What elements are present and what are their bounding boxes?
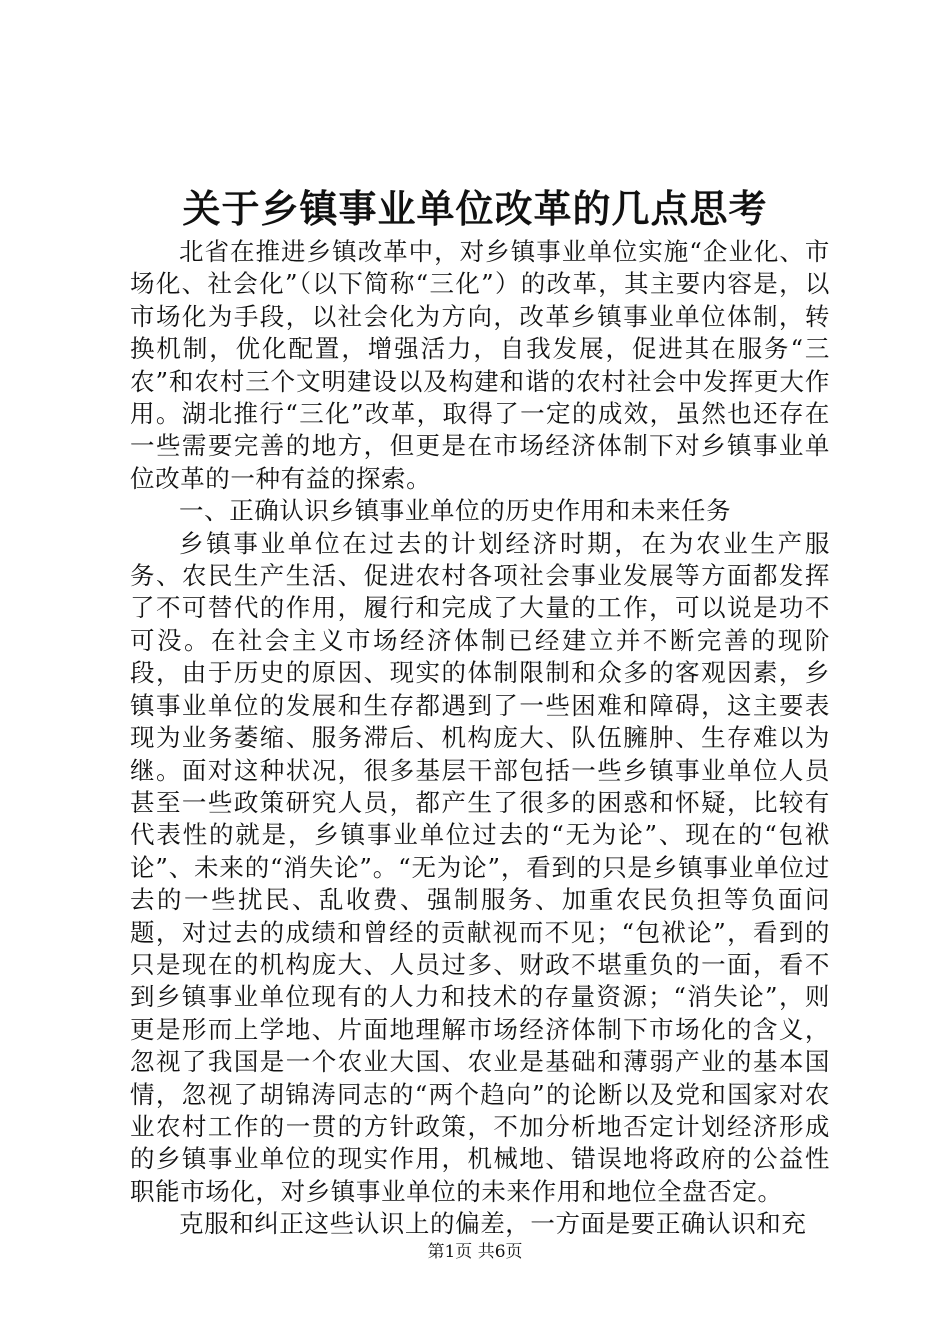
paragraph-intro: 北省在推进乡镇改革中，对乡镇事业单位实施“企业化、市场化、社会化”（以下简称“三化”）的改革，其主要内容是，以市场化为手段，以社会化为方向，改革乡镇事业单位体制，转换机制，优化配置，增强活力，自我发展，促进其在服务“三农”和农村三个文明建设以及构建和谐的农村社会中发挥更大作用。湖北推行“三化”改革，取得了一定的成效，虽然也还存在一些需要完善的地方，但更是在市场经济体制下对乡镇事业单位改革的一种有益的探索。 bbox=[130, 237, 830, 493]
document-title: 关于乡镇事业单位改革的几点思考 bbox=[182, 186, 768, 231]
document-body bbox=[130, 236, 830, 1241]
paragraph-continued: 克服和纠正这些认识上的偏差，一方面是要正确认识和充 bbox=[179, 1209, 807, 1239]
paragraph-section-one: 乡镇事业单位在过去的计划经济时期，在为农业生产服务、农民生产生活、促进农村各项社会事业发展等方面都发挥了不可替代的作用，履行和完成了大量的工作，可以说是功不可没。在社会主义市场经济体制已经建立并不断完善的现阶段，由于历史的原因、现实的体制限制和众多的客观因素，乡镇事业单位的发展和生存都遇到了一些困难和障碍，这主要表现为业务萎缩、服务滞后、机构庞大、队伍臃肿、生存难以为继。面对这种状况，很多基层干部包括一些乡镇事业单位人员甚至一些政策研究人员，都产生了很多的困惑和怀疑，比较有代表性的就是，乡镇事业单位过去的“无为论”、现在的“包袱论”、未来的“消失论”。“无为论”，看到的只是乡镇事业单位过去的一些扰民、乱收费、强制服务、加重农民负担等负面问题，对过去的成绩和曾经的贡献视而不见；“包袱论”，看到的只是现在的机构庞大、人员过多、财政不堪重负的一面，看不到乡镇事业单位现有的人力和技术的存量资源；“消失论”，则更是形而上学地、片面地理解市场经济体制下市场化的含义，忽视了我国是一个农业大国、农业是基础和薄弱产业的基本国情，忽视了胡锦涛同志的“两个趋向”的论断以及党和国家对农业农村工作的一贯的方针政策，不加分析地否定计划经济形成的乡镇事业单位的现实作用，机械地、错误地将政府的公益性职能市场化，对乡镇事业单位的未来作用和地位全盘否定。 bbox=[130, 528, 830, 1206]
page-footer: 第1页 共6页 bbox=[427, 1242, 523, 1262]
section-heading: 一、正确认识乡镇事业单位的历史作用和未来任务 bbox=[179, 496, 732, 526]
